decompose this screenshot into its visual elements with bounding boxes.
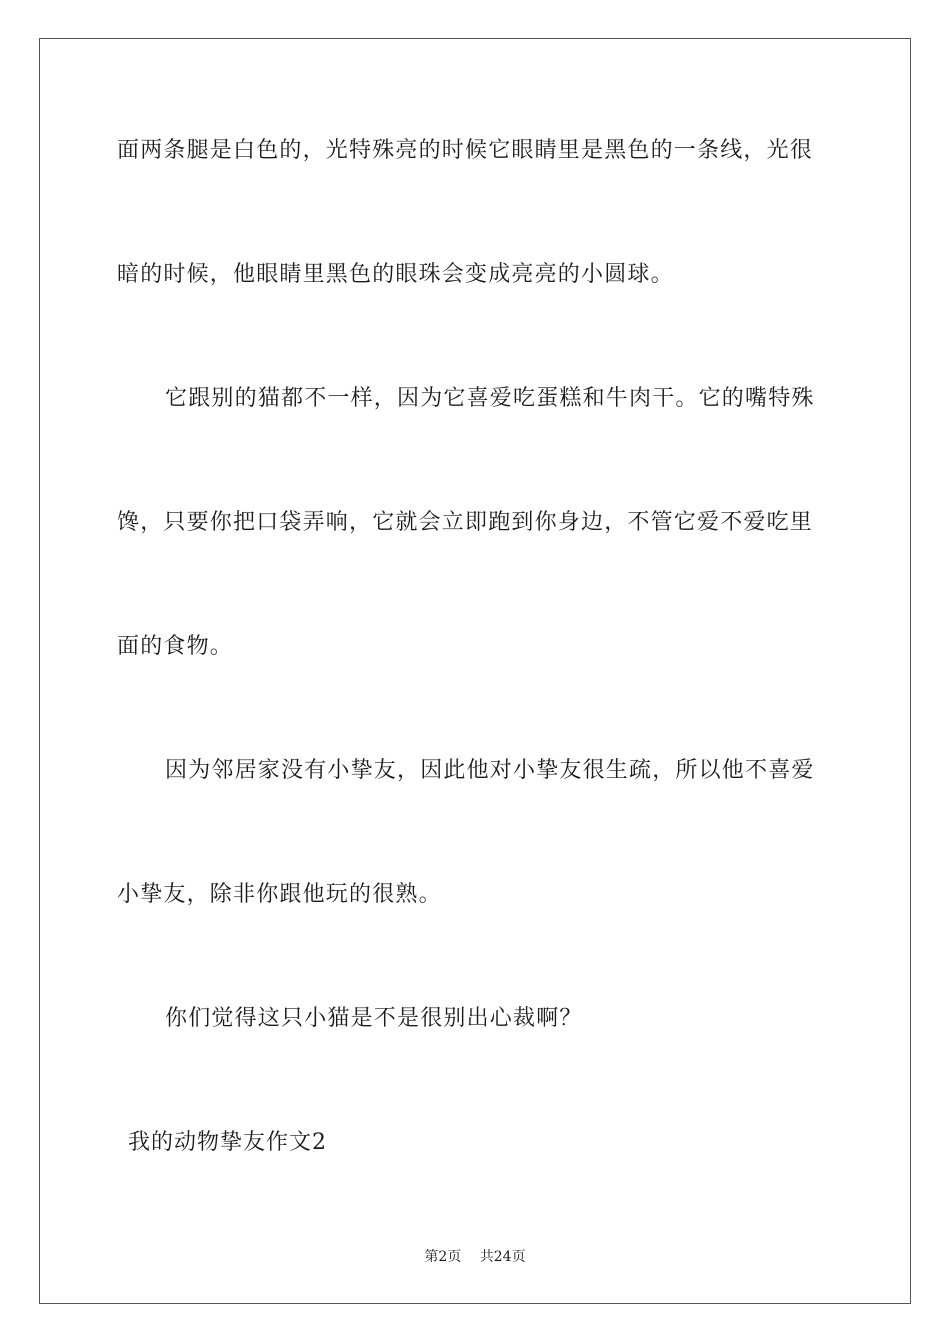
paragraph-line: 它跟别的猫都不一样，因为它喜爱吃蛋糕和牛肉干。它的嘴特殊 [165,386,815,411]
paragraph-line: 暗的时候，他眼睛里黑色的眼珠会变成亮亮的小圆球。 [117,262,674,287]
paragraph-line: 面的食物。 [117,634,234,659]
paragraph-line: 你们觉得这只小猫是不是很别出心裁啊？ [165,1006,583,1031]
paragraph-line: 小挚友，除非你跟他玩的很熟。 [117,882,442,907]
section-title: 我的动物挚友作文2 [128,1130,327,1155]
paragraph-line: 面两条腿是白色的，光特殊亮的时候它眼睛里是黑色的一条线，光很 [117,138,814,163]
page-frame [39,38,911,1304]
paragraph-line: 馋，只要你把口袋弄响，它就会立即跑到你身边，不管它爱不爱吃里 [117,510,814,535]
page-number: 第2页 共24页 [424,1249,526,1265]
paragraph-line: 因为邻居家没有小挚友，因此他对小挚友很生疏，所以他不喜爱 [165,758,815,783]
